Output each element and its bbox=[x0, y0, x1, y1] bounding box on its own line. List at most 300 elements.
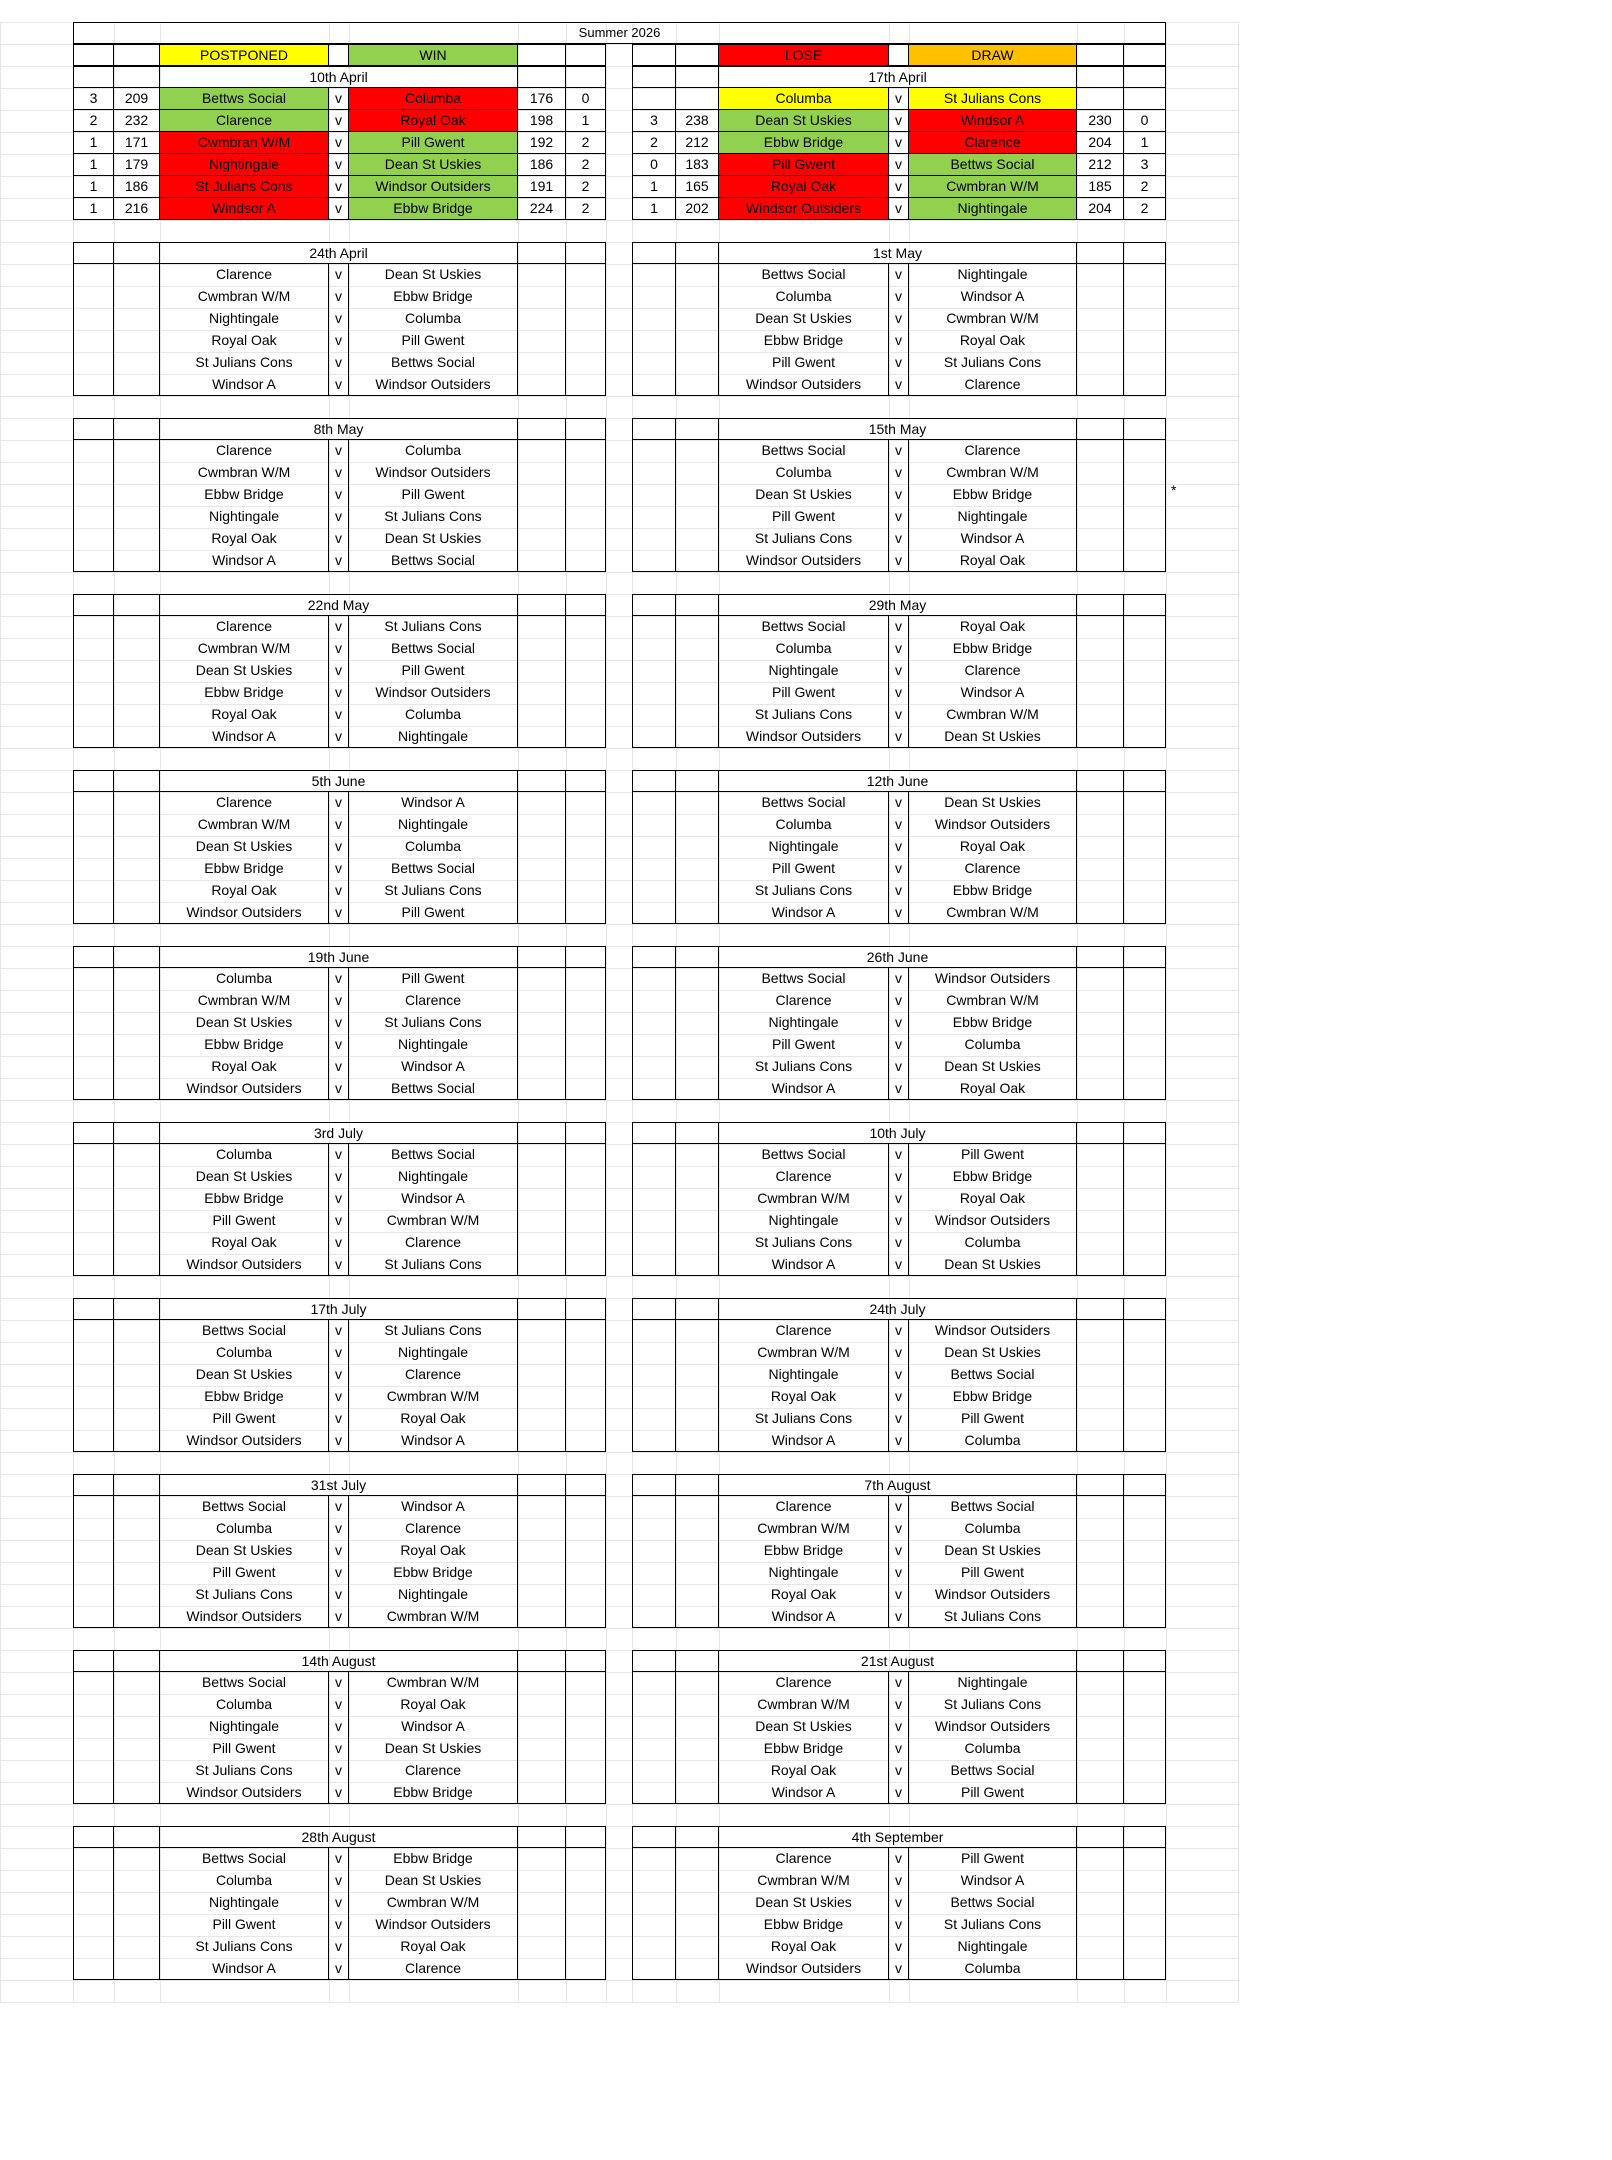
away-team: Dean St Uskies bbox=[349, 1738, 518, 1760]
home-points bbox=[73, 1716, 114, 1738]
versus: v bbox=[329, 1034, 349, 1056]
home-points bbox=[73, 1694, 114, 1716]
away-points bbox=[566, 836, 606, 858]
versus: v bbox=[889, 1034, 909, 1056]
home-score bbox=[676, 990, 719, 1012]
home-score bbox=[114, 726, 160, 748]
away-score bbox=[518, 1782, 566, 1804]
home-team: St Julians Cons bbox=[160, 176, 329, 198]
date-row-cell bbox=[566, 1650, 606, 1672]
home-points bbox=[632, 1870, 676, 1892]
versus: v bbox=[329, 1166, 349, 1188]
away-team: St Julians Cons bbox=[909, 1914, 1077, 1936]
date-row-cell bbox=[676, 1122, 719, 1144]
date-row-cell bbox=[566, 770, 606, 792]
away-points: 2 bbox=[566, 132, 606, 154]
versus: v bbox=[889, 374, 909, 396]
away-team: St Julians Cons bbox=[909, 1606, 1077, 1628]
home-score bbox=[676, 1320, 719, 1342]
away-score bbox=[1077, 1848, 1124, 1870]
away-team: Windsor A bbox=[349, 792, 518, 814]
away-points bbox=[566, 506, 606, 528]
home-points bbox=[632, 792, 676, 814]
date-row-cell bbox=[676, 770, 719, 792]
home-team: Nightingale bbox=[160, 154, 329, 176]
away-score bbox=[1077, 506, 1124, 528]
home-score bbox=[114, 1232, 160, 1254]
home-team: Bettws Social bbox=[719, 968, 889, 990]
away-score bbox=[518, 1716, 566, 1738]
home-team: Bettws Social bbox=[160, 1496, 329, 1518]
away-team: Royal Oak bbox=[909, 616, 1077, 638]
home-score bbox=[676, 1738, 719, 1760]
home-score bbox=[676, 902, 719, 924]
home-score bbox=[676, 1540, 719, 1562]
away-team: Windsor Outsiders bbox=[909, 1320, 1077, 1342]
home-score bbox=[676, 352, 719, 374]
away-team: Columba bbox=[349, 440, 518, 462]
versus: v bbox=[329, 902, 349, 924]
home-points bbox=[73, 704, 114, 726]
date-row-cell bbox=[1077, 594, 1124, 616]
away-score bbox=[518, 1870, 566, 1892]
date-row-cell bbox=[114, 770, 160, 792]
home-points bbox=[73, 638, 114, 660]
date-row-cell bbox=[566, 1474, 606, 1496]
away-points bbox=[1124, 1936, 1166, 1958]
away-points bbox=[566, 1936, 606, 1958]
legend-spacer bbox=[632, 44, 676, 66]
home-team: Dean St Uskies bbox=[160, 1166, 329, 1188]
away-score bbox=[1077, 550, 1124, 572]
versus: v bbox=[889, 550, 909, 572]
away-points: 3 bbox=[1124, 154, 1166, 176]
away-points bbox=[566, 440, 606, 462]
versus: v bbox=[329, 990, 349, 1012]
away-score bbox=[518, 990, 566, 1012]
home-score bbox=[676, 286, 719, 308]
home-points bbox=[73, 308, 114, 330]
away-score bbox=[1077, 1210, 1124, 1232]
home-points bbox=[632, 1760, 676, 1782]
home-points bbox=[632, 1144, 676, 1166]
home-score bbox=[114, 682, 160, 704]
home-team: Royal Oak bbox=[160, 704, 329, 726]
away-team: Pill Gwent bbox=[909, 1782, 1077, 1804]
home-points bbox=[632, 1012, 676, 1034]
away-team: Windsor A bbox=[909, 682, 1077, 704]
round-date: 26th June bbox=[719, 946, 1077, 968]
round-date: 3rd July bbox=[160, 1122, 518, 1144]
away-score bbox=[518, 1694, 566, 1716]
versus: v bbox=[329, 1408, 349, 1430]
home-points bbox=[73, 836, 114, 858]
home-score bbox=[676, 1870, 719, 1892]
home-team: Ebbw Bridge bbox=[160, 1386, 329, 1408]
home-team: Clarence bbox=[719, 1166, 889, 1188]
away-score bbox=[1077, 968, 1124, 990]
home-team: St Julians Cons bbox=[719, 528, 889, 550]
home-score bbox=[676, 462, 719, 484]
home-team: Ebbw Bridge bbox=[160, 1188, 329, 1210]
away-score bbox=[1077, 836, 1124, 858]
date-row-cell bbox=[73, 946, 114, 968]
versus: v bbox=[889, 176, 909, 198]
versus: v bbox=[329, 176, 349, 198]
away-score bbox=[518, 1408, 566, 1430]
home-team: Clarence bbox=[160, 110, 329, 132]
date-row-cell bbox=[1124, 1122, 1166, 1144]
away-team: Windsor Outsiders bbox=[909, 1716, 1077, 1738]
versus: v bbox=[329, 330, 349, 352]
away-team: Dean St Uskies bbox=[349, 528, 518, 550]
date-row-cell bbox=[676, 242, 719, 264]
home-team: Dean St Uskies bbox=[719, 308, 889, 330]
home-score bbox=[114, 1562, 160, 1584]
away-points bbox=[566, 1364, 606, 1386]
away-team: Dean St Uskies bbox=[349, 1870, 518, 1892]
away-team: St Julians Cons bbox=[349, 1012, 518, 1034]
away-score bbox=[1077, 1870, 1124, 1892]
date-row-cell bbox=[1124, 66, 1166, 88]
gridline bbox=[1238, 22, 1239, 2002]
home-points bbox=[73, 616, 114, 638]
away-team: Ebbw Bridge bbox=[349, 1562, 518, 1584]
away-score bbox=[1077, 1166, 1124, 1188]
home-team: Ebbw Bridge bbox=[719, 1738, 889, 1760]
home-points bbox=[73, 1210, 114, 1232]
away-team: Cwmbran W/M bbox=[909, 462, 1077, 484]
home-score bbox=[676, 880, 719, 902]
home-score bbox=[676, 792, 719, 814]
away-score bbox=[1077, 1914, 1124, 1936]
away-score bbox=[1077, 1958, 1124, 1980]
away-score bbox=[1077, 726, 1124, 748]
away-team: Pill Gwent bbox=[909, 1562, 1077, 1584]
versus: v bbox=[889, 858, 909, 880]
date-row-cell bbox=[566, 242, 606, 264]
away-team: Nightingale bbox=[909, 1936, 1077, 1958]
home-team: St Julians Cons bbox=[719, 704, 889, 726]
home-points: 2 bbox=[73, 110, 114, 132]
home-team: Pill Gwent bbox=[160, 1210, 329, 1232]
home-points: 1 bbox=[73, 154, 114, 176]
versus: v bbox=[889, 1210, 909, 1232]
date-row-cell bbox=[518, 242, 566, 264]
home-score bbox=[676, 330, 719, 352]
home-team: Windsor A bbox=[719, 902, 889, 924]
home-points bbox=[632, 352, 676, 374]
away-team: Dean St Uskies bbox=[909, 1342, 1077, 1364]
home-score bbox=[114, 1408, 160, 1430]
home-team: Nightingale bbox=[719, 1562, 889, 1584]
date-row-cell bbox=[1077, 946, 1124, 968]
home-points bbox=[73, 1364, 114, 1386]
round-date: 17th July bbox=[160, 1298, 518, 1320]
home-points bbox=[632, 660, 676, 682]
away-points: 2 bbox=[566, 176, 606, 198]
away-team: Windsor A bbox=[349, 1496, 518, 1518]
away-team: St Julians Cons bbox=[909, 352, 1077, 374]
home-team: Dean St Uskies bbox=[160, 836, 329, 858]
home-points bbox=[632, 440, 676, 462]
away-team: Dean St Uskies bbox=[349, 154, 518, 176]
date-row-cell bbox=[676, 418, 719, 440]
away-points bbox=[566, 1540, 606, 1562]
home-points bbox=[73, 374, 114, 396]
date-row-cell bbox=[1077, 770, 1124, 792]
away-team: Bettws Social bbox=[909, 1364, 1077, 1386]
home-points bbox=[73, 1078, 114, 1100]
away-points bbox=[1124, 726, 1166, 748]
versus: v bbox=[329, 308, 349, 330]
away-points bbox=[566, 286, 606, 308]
away-points bbox=[566, 484, 606, 506]
versus: v bbox=[329, 1188, 349, 1210]
away-team: Dean St Uskies bbox=[909, 792, 1077, 814]
home-team: Clarence bbox=[719, 1848, 889, 1870]
home-points bbox=[73, 462, 114, 484]
home-team: Columba bbox=[719, 286, 889, 308]
home-points bbox=[73, 1958, 114, 1980]
versus: v bbox=[329, 968, 349, 990]
versus: v bbox=[329, 1496, 349, 1518]
away-points bbox=[566, 374, 606, 396]
legend-spacer bbox=[889, 44, 909, 66]
away-score: 176 bbox=[518, 88, 566, 110]
away-points bbox=[1124, 1012, 1166, 1034]
legend-spacer bbox=[1077, 44, 1124, 66]
away-points bbox=[566, 660, 606, 682]
away-points bbox=[1124, 616, 1166, 638]
versus: v bbox=[889, 1364, 909, 1386]
home-score bbox=[114, 1320, 160, 1342]
round-date: 10th July bbox=[719, 1122, 1077, 1144]
home-points bbox=[73, 726, 114, 748]
home-team: Ebbw Bridge bbox=[160, 1034, 329, 1056]
home-score bbox=[114, 1958, 160, 1980]
home-score bbox=[676, 968, 719, 990]
home-team: Royal Oak bbox=[719, 176, 889, 198]
home-team: Bettws Social bbox=[719, 616, 889, 638]
versus: v bbox=[329, 110, 349, 132]
home-score bbox=[114, 462, 160, 484]
versus: v bbox=[329, 660, 349, 682]
home-points bbox=[73, 682, 114, 704]
date-row-cell bbox=[114, 946, 160, 968]
versus: v bbox=[889, 506, 909, 528]
away-score: 186 bbox=[518, 154, 566, 176]
away-score: 192 bbox=[518, 132, 566, 154]
home-points bbox=[632, 484, 676, 506]
away-score bbox=[518, 506, 566, 528]
away-score bbox=[1077, 1760, 1124, 1782]
away-points bbox=[566, 792, 606, 814]
home-points bbox=[73, 1936, 114, 1958]
home-score bbox=[114, 836, 160, 858]
home-score bbox=[114, 1056, 160, 1078]
home-team: Ebbw Bridge bbox=[719, 1540, 889, 1562]
away-score: 230 bbox=[1077, 110, 1124, 132]
home-points bbox=[73, 1034, 114, 1056]
home-points bbox=[632, 308, 676, 330]
away-points bbox=[566, 1144, 606, 1166]
versus: v bbox=[889, 484, 909, 506]
away-points: 2 bbox=[566, 154, 606, 176]
versus: v bbox=[889, 1144, 909, 1166]
away-points bbox=[566, 1320, 606, 1342]
away-score bbox=[1077, 682, 1124, 704]
away-team: Pill Gwent bbox=[349, 330, 518, 352]
legend-spacer bbox=[518, 44, 566, 66]
date-row-cell bbox=[518, 1298, 566, 1320]
date-row-cell bbox=[566, 418, 606, 440]
home-points bbox=[73, 968, 114, 990]
home-team: Windsor Outsiders bbox=[719, 726, 889, 748]
versus: v bbox=[889, 682, 909, 704]
date-row-cell bbox=[1124, 1298, 1166, 1320]
away-score bbox=[1077, 352, 1124, 374]
home-points bbox=[73, 484, 114, 506]
versus: v bbox=[889, 616, 909, 638]
date-row-cell bbox=[518, 594, 566, 616]
home-points bbox=[632, 1606, 676, 1628]
versus: v bbox=[889, 1496, 909, 1518]
home-points bbox=[632, 704, 676, 726]
home-team: Pill Gwent bbox=[160, 1562, 329, 1584]
away-score bbox=[1077, 1056, 1124, 1078]
away-score bbox=[518, 682, 566, 704]
versus: v bbox=[889, 704, 909, 726]
away-score bbox=[518, 1562, 566, 1584]
away-team: Bettws Social bbox=[349, 1144, 518, 1166]
away-team: Pill Gwent bbox=[349, 968, 518, 990]
away-score bbox=[1077, 1562, 1124, 1584]
away-team: Pill Gwent bbox=[909, 1144, 1077, 1166]
home-points bbox=[632, 1562, 676, 1584]
versus: v bbox=[889, 154, 909, 176]
home-points bbox=[73, 858, 114, 880]
away-points bbox=[566, 990, 606, 1012]
home-team: Royal Oak bbox=[719, 1760, 889, 1782]
home-score bbox=[114, 506, 160, 528]
home-team: Windsor A bbox=[160, 374, 329, 396]
home-team: Columba bbox=[160, 1870, 329, 1892]
date-row-cell bbox=[676, 946, 719, 968]
home-team: Royal Oak bbox=[160, 528, 329, 550]
away-score bbox=[518, 902, 566, 924]
home-score bbox=[114, 1584, 160, 1606]
home-points bbox=[73, 1848, 114, 1870]
date-row-cell bbox=[73, 1474, 114, 1496]
away-team: Bettws Social bbox=[349, 1078, 518, 1100]
versus: v bbox=[889, 1694, 909, 1716]
home-points bbox=[73, 550, 114, 572]
away-score: 191 bbox=[518, 176, 566, 198]
versus: v bbox=[889, 110, 909, 132]
away-team: Clarence bbox=[349, 990, 518, 1012]
away-score bbox=[1077, 462, 1124, 484]
away-score: 224 bbox=[518, 198, 566, 220]
home-team: Clarence bbox=[719, 1672, 889, 1694]
home-team: Royal Oak bbox=[719, 1936, 889, 1958]
away-team: Columba bbox=[909, 1232, 1077, 1254]
date-row-cell bbox=[1124, 418, 1166, 440]
date-row-cell bbox=[1077, 1826, 1124, 1848]
home-points bbox=[632, 286, 676, 308]
away-points bbox=[1124, 1430, 1166, 1452]
home-points bbox=[73, 1738, 114, 1760]
home-score bbox=[676, 374, 719, 396]
date-row-cell bbox=[518, 1474, 566, 1496]
home-points bbox=[73, 1606, 114, 1628]
date-row-cell bbox=[73, 770, 114, 792]
home-team: Cwmbran W/M bbox=[719, 1518, 889, 1540]
home-score bbox=[676, 1254, 719, 1276]
away-points bbox=[566, 638, 606, 660]
away-team: Bettws Social bbox=[909, 1496, 1077, 1518]
versus: v bbox=[329, 1870, 349, 1892]
home-score bbox=[676, 1364, 719, 1386]
away-score bbox=[518, 1936, 566, 1958]
away-team: Clarence bbox=[349, 1760, 518, 1782]
away-team: Royal Oak bbox=[349, 1694, 518, 1716]
home-team: Nightingale bbox=[160, 506, 329, 528]
home-score bbox=[676, 1232, 719, 1254]
home-points bbox=[632, 990, 676, 1012]
away-score bbox=[1077, 1540, 1124, 1562]
home-team: Bettws Social bbox=[719, 1144, 889, 1166]
away-score bbox=[518, 462, 566, 484]
date-row-cell bbox=[73, 1650, 114, 1672]
versus: v bbox=[329, 1254, 349, 1276]
versus: v bbox=[329, 506, 349, 528]
home-points: 2 bbox=[632, 132, 676, 154]
versus: v bbox=[889, 308, 909, 330]
away-points bbox=[566, 1408, 606, 1430]
home-score bbox=[114, 484, 160, 506]
away-points bbox=[566, 550, 606, 572]
home-score bbox=[676, 1056, 719, 1078]
home-points bbox=[73, 660, 114, 682]
away-score bbox=[1077, 330, 1124, 352]
date-row-cell bbox=[676, 1298, 719, 1320]
away-points bbox=[566, 462, 606, 484]
date-row-cell bbox=[73, 594, 114, 616]
home-points bbox=[632, 1430, 676, 1452]
home-points bbox=[73, 1232, 114, 1254]
home-points: 3 bbox=[73, 88, 114, 110]
home-points: 1 bbox=[632, 198, 676, 220]
home-team: Windsor A bbox=[160, 198, 329, 220]
home-score bbox=[114, 858, 160, 880]
home-score bbox=[114, 1166, 160, 1188]
date-row-cell bbox=[518, 1122, 566, 1144]
away-score bbox=[518, 1738, 566, 1760]
home-team: Cwmbran W/M bbox=[719, 1188, 889, 1210]
home-score bbox=[114, 528, 160, 550]
away-score bbox=[518, 1034, 566, 1056]
home-score bbox=[114, 1870, 160, 1892]
home-score bbox=[676, 1672, 719, 1694]
home-team: Nightingale bbox=[719, 660, 889, 682]
legend-spacer bbox=[1124, 44, 1166, 66]
away-score bbox=[518, 330, 566, 352]
date-row-cell bbox=[1077, 66, 1124, 88]
date-row-cell bbox=[1124, 594, 1166, 616]
away-points bbox=[1124, 836, 1166, 858]
home-points bbox=[73, 1562, 114, 1584]
